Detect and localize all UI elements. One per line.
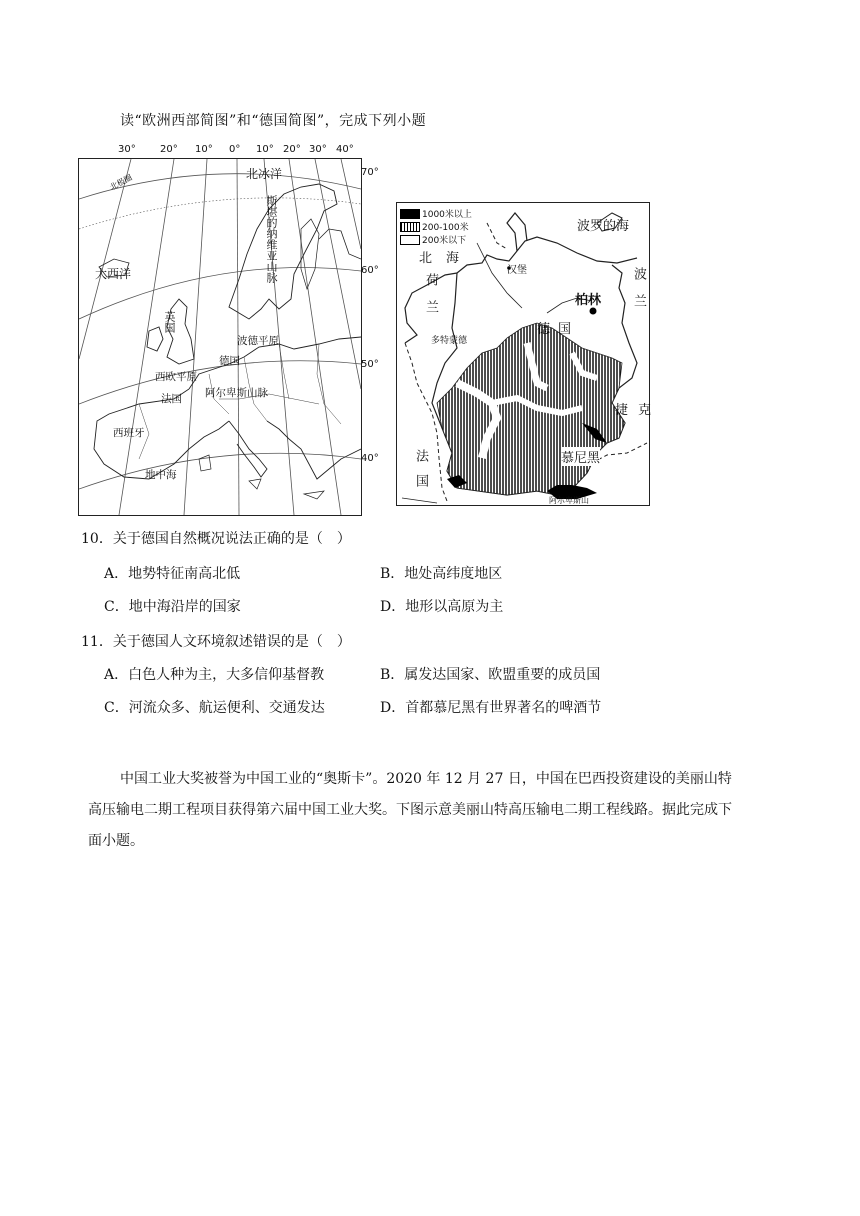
legend-swatch-white — [400, 235, 420, 245]
paragraph-line: 中国工业大奖被誉为中国工业的“奥斯卡”。2020 年 12 月 27 日，中国在巴西投资建设的美丽山特 — [120, 771, 732, 787]
degree-label: 0° — [229, 144, 241, 155]
degree-label: 70° — [361, 167, 379, 178]
intro-text: 读“欧洲西部简图”和“德国简图”，完成下列小题 — [120, 113, 427, 129]
question-11-option-a: A．白色人种为主，大多信仰基督教 — [104, 667, 325, 683]
label-scandinavian-mountains: 斯堪的纳维亚山脉 — [265, 195, 278, 283]
label-west-plain: 西欧平原 — [155, 371, 197, 383]
legend-item-mid — [400, 220, 469, 233]
label-mediterranean: 地中海 — [145, 469, 177, 481]
label-baltic: 波罗的海 — [577, 219, 630, 234]
degree-label: 60° — [361, 265, 379, 276]
degree-label: 30° — [309, 144, 327, 155]
label-north-sea: 北海 — [419, 251, 474, 266]
label-alps: 阿尔卑斯山 — [549, 496, 589, 505]
degree-label: 10° — [195, 144, 213, 155]
label-france: 法国 — [413, 449, 428, 499]
label-atlantic: 大西洋 — [95, 267, 132, 281]
paragraph-line: 高压输电二期工程项目获得第六届中国工业大奖。下图示意美丽山特高压输电二期工程线路。据此完成下 — [88, 802, 732, 818]
label-munich: 慕尼黑 — [561, 447, 600, 466]
paragraph-line: 面小题。 — [88, 833, 144, 849]
label-hamburg: 汉堡 — [507, 265, 527, 276]
question-11-option-c: C．河流众多、航运便利、交通发达 — [104, 700, 325, 716]
legend-item-low — [400, 233, 466, 246]
question-10-option-d: D．地形以高原为主 — [380, 599, 504, 615]
degree-label: 40° — [361, 453, 379, 464]
reading-paragraph — [88, 764, 788, 857]
germany-map — [396, 202, 662, 506]
western-europe-map — [78, 158, 379, 516]
question-11-option-d: D．首都慕尼黑有世界著名的啤酒节 — [380, 700, 602, 716]
label-berlin: 柏林 — [575, 293, 602, 308]
label-arctic-ocean: 北冰洋 — [246, 167, 283, 181]
question-11-option-b: B．属发达国家、欧盟重要的成员国 — [380, 667, 601, 683]
label-uk: 英国 — [163, 311, 176, 333]
degree-label: 10° — [256, 144, 274, 155]
label-czech: 捷克 — [615, 403, 662, 418]
degree-label: 20° — [160, 144, 178, 155]
label-germany: 德国 — [219, 355, 240, 367]
label-poland: 波兰 — [631, 267, 646, 321]
label-arctic-circle: 北极圈 — [108, 172, 134, 193]
label-france: 法国 — [161, 393, 182, 405]
legend-label: 1000米以上 — [422, 210, 472, 220]
question-10-option-b: B．地处高纬度地区 — [380, 566, 503, 582]
question-10-stem: 10．关于德国自然概况说法正确的是（ ） — [81, 531, 351, 547]
legend-item-high — [400, 207, 472, 220]
question-10-option-a: A．地势特征南高北低 — [104, 566, 241, 582]
degree-label: 40° — [336, 144, 354, 155]
label-germany: 德国 — [537, 322, 580, 337]
question-11-stem: 11．关于德国人文环境叙述错误的是（ ） — [81, 634, 351, 650]
degree-label: 20° — [283, 144, 301, 155]
question-10-option-c: C．地中海沿岸的国家 — [104, 599, 241, 615]
western-europe-map-graphic — [79, 159, 361, 515]
legend-swatch-striped — [400, 222, 420, 232]
legend-label: 200-100米 — [422, 223, 469, 233]
label-netherlands: 荷兰 — [423, 273, 438, 327]
degree-label: 30° — [118, 144, 136, 155]
degree-label: 50° — [361, 359, 379, 370]
legend-swatch-dark — [400, 209, 420, 219]
label-alps: 阿尔卑斯山脉 — [205, 387, 268, 399]
legend-label: 200米以下 — [422, 236, 467, 246]
label-spain: 西班牙 — [113, 427, 145, 439]
label-polish-plain: 波德平原 — [237, 335, 279, 347]
label-dortmund: 多特蒙德 — [431, 336, 468, 346]
